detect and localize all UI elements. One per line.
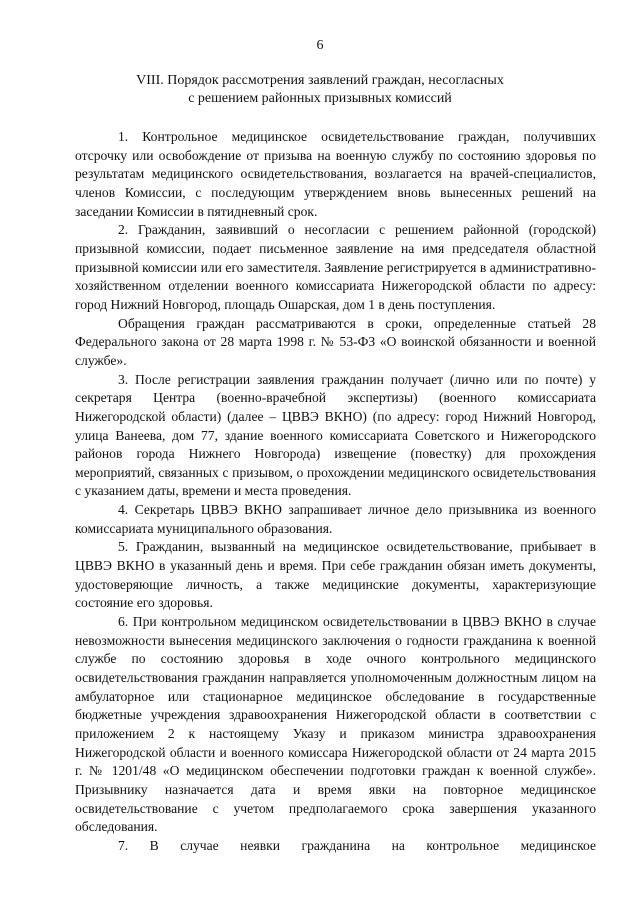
body-text	[75, 128, 596, 856]
section-title-line-1: VIII. Порядок рассмотрения заявлений граждан, несогласных	[136, 73, 504, 88]
paragraph-5: 5. Гражданин, вызванный на медицинское освидетельствование, прибывает в ЦВВЭ ВКНО в указанный день и время. При себе гражданин обязан иметь документы, удостоверяющие личность, а также медицинские документы, характеризующие состояние его здоровья.	[75, 539, 596, 611]
page-number: 6	[316, 38, 324, 53]
paragraph-7: 7. В случае неявки гражданина на контрольное медицинское	[118, 837, 596, 853]
section-title-line-2: с решением районных призывных комиссий	[188, 91, 452, 106]
paragraph-1: 1. Контрольное медицинское освидетельствование граждан, получивших отсрочку или освобождение от призыва на военную службу по состоянию здоровья по результатам медицинского освидетельствования, возлагается на врачей-специалистов, членов Комиссии, с последующим утверждением вновь вынесенных решений на заседании Комиссии в пятидневный срок.	[75, 129, 596, 219]
paragraph-2: 2. Гражданин, заявивший о несогласии с решением районной (городской) призывной комиссии, подает письменное заявление на имя председателя областной призывной комиссии или его заместителя. Заявление регистрируется в административно-хозяйственном отделении военного комиссариата Нижегородской области по адресу: город Нижний Новгород, площадь Ошарская, дом 1 в день поступления.	[75, 222, 596, 312]
paragraph-4: 4. Секретарь ЦВВЭ ВКНО запрашивает личное дело призывника из военного комиссариата муниципального образования.	[75, 502, 596, 536]
paragraph-6: 6. При контрольном медицинском освидетельствовании в ЦВВЭ ВКНО в случае невозможности вынесения медицинского заключения о годности гражданина к военной службе по состоянию здоровья в ходе очного контрольного медицинского освидетельствования гражданин направляется уполномоченным должностным лицом на амбулаторное или стационарное медицинское обследование в государственные бюджетные учреждения здравоохранения Нижегородской области в соответствии с приложением 2 к настоящему Указу и приказом министра здравоохранения Нижегородской области и военного комиссара Нижегородской области от 24 марта 2015 г. № 1201/48 «О медицинском обеспечении подготовки граждан к военной службе». Призывнику назначается дата и время явки на повторное медицинское освидетельствование с учетом предполагаемого срока завершения указанного обследования.	[75, 614, 596, 835]
paragraph-3: 3. После регистрации заявления гражданин получает (лично или по почте) у секретаря Центра (военно-врачебной экспертизы) (военного комиссариата Нижегородской области) (далее – ЦВВЭ ВКНО) (по адресу: город Нижний Новгород, улица Ванеева, дом 77, здание военного комиссариата Советского и Нижегородского районов города Нижнего Новгорода) извещение (повестку) для прохождения мероприятий, связанных с призывом, о прохождении медицинского освидетельствования с указанием даты, времени и места проведения.	[75, 371, 596, 499]
section-title	[100, 72, 540, 108]
paragraph-2-continued: Обращения граждан рассматриваются в сроки, определенные статьей 28 Федерального закона от 28 марта 1998 г. № 53-ФЗ «О воинской обязанности и военной службе».	[75, 315, 596, 368]
